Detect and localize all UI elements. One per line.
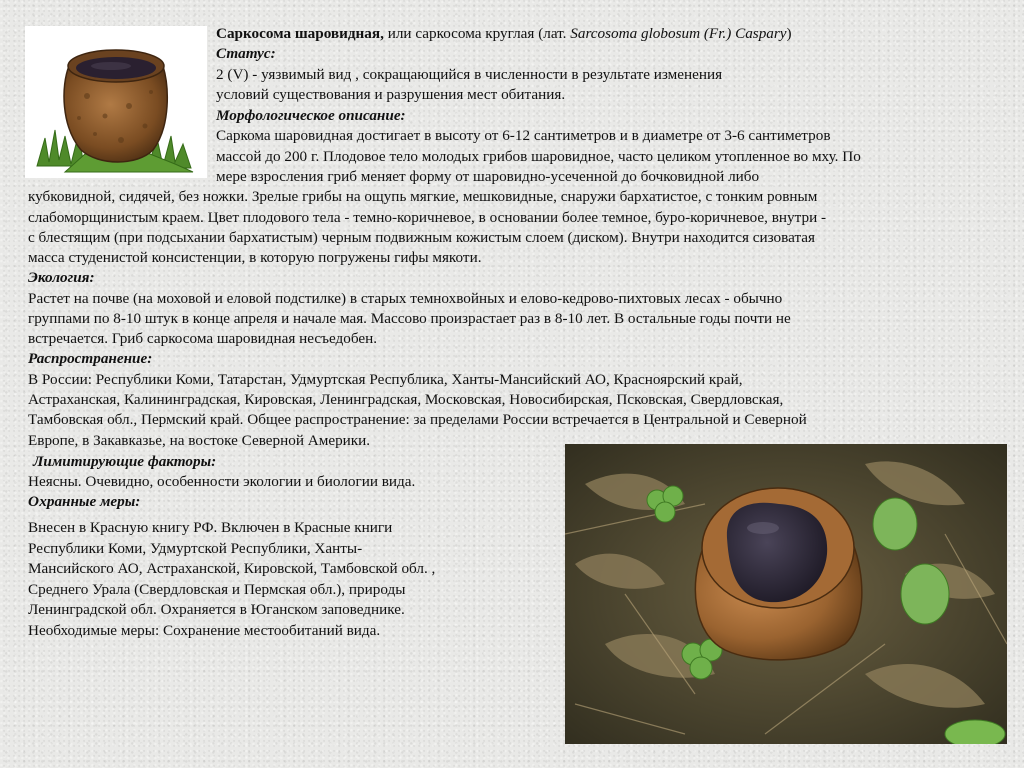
status-heading: Статус: [216, 45, 276, 62]
distribution-line: В России: Республики Коми, Татарстан, Удмуртская Республика, Ханты-Мансийский АО, Красноярский край, [28, 371, 743, 388]
ecology-line: Растет на почве (на моховой и еловой подстилке) в старых темнохвойных и елово-кедрово-пихтовых лесах - обычно [28, 290, 783, 307]
protection-line: Республики Коми, Удмуртской Республики, Ханты- [28, 540, 363, 557]
protection-line: Внесен в Красную книгу РФ. Включен в Красные книги [28, 519, 393, 536]
protection-line: Мансийского АО, Астраханской, Кировской, Тамбовской обл. , [28, 560, 436, 577]
distribution-line: Тамбовская обл., Пермский край. Общее распространение: за пределами России встречается в Центральной и Северной [28, 411, 807, 428]
protection-heading: Охранные меры: [28, 493, 141, 510]
morphology-line: слабоморщинистым краем. Цвет плодового тела - темно-коричневое, в основании более темное, буро-коричневое, внутри - [28, 209, 827, 226]
fungus-photo [565, 444, 1007, 744]
protection-line: Среднего Урала (Свердловская и Пермская обл.), природы [28, 581, 406, 598]
ecology-line: встречается. Гриб саркосома шаровидная несъедобен. [28, 330, 378, 347]
limiting-heading: Лимитирующие факторы: [33, 453, 217, 470]
species-alt-name: или саркосома круглая (лат. [383, 25, 571, 42]
morphology-line: массой до 200 г. Плодовое тело молодых грибов шаровидное, часто целиком утопленное во мху. По [216, 148, 861, 165]
status-text: 2 (V) - уязвимый вид , сокращающийся в численности в результате изменения условий существования и разрушения мест обитания. [216, 66, 723, 104]
ecology-heading: Экология: [28, 269, 95, 286]
species-title: Саркосома шаровидная, или саркосома круглая (лат. Sarcosoma globosum (Fr.) Caspary) [216, 25, 792, 42]
species-name: Саркосома шаровидная, [216, 25, 384, 42]
ecology-line: группами по 8-10 штук в конце апреля и начале мая. Массово произрастает раз в 8-10 лет. В остальные годы почти не [28, 310, 791, 327]
protection-line: Ленинградской обл. Охраняется в Юганском заповеднике. [28, 601, 405, 618]
morphology-line: мере взросления гриб меняет форму от шаровидно-усеченной до бочковидной либо [216, 168, 760, 185]
morphology-heading: Морфологическое описание: [216, 107, 406, 124]
morphology-line: с блестящим (при подсыхании бархатистым) черным подвижным кожистым слоем (диском). Внутри находится сизоватая [28, 229, 816, 246]
limiting-text: Неясны. Очевидно, особенности экологии и биологии вида. [28, 473, 416, 490]
morphology-line: кубковидной, сидячей, без ножки. Зрелые грибы на ощупь мягкие, мешковидные, снаружи бархатистое, с тонким ровным [28, 188, 818, 205]
distribution-heading: Распространение: [28, 350, 153, 367]
species-latin-name: Sarcosoma globosum (Fr.) Caspary [570, 25, 787, 42]
protection-line: Необходимые меры: Сохранение местообитаний вида. [28, 622, 381, 639]
morphology-line: масса студенистой консистенции, в которую погружены гифы мякоти. [28, 249, 482, 266]
distribution-line: Астраханская, Калининградская, Кировская, Ленинградская, Московская, Новосибирская, Псковская, Свердловская, [28, 391, 784, 408]
morphology-line: Саркома шаровидная достигает в высоту от 6-12 сантиметров и в диаметре от 3-6 сантиметров [216, 127, 831, 144]
fungus-illustration [25, 26, 207, 178]
distribution-line: Европе, в Закавказье, на востоке Северной Америки. [28, 432, 371, 449]
